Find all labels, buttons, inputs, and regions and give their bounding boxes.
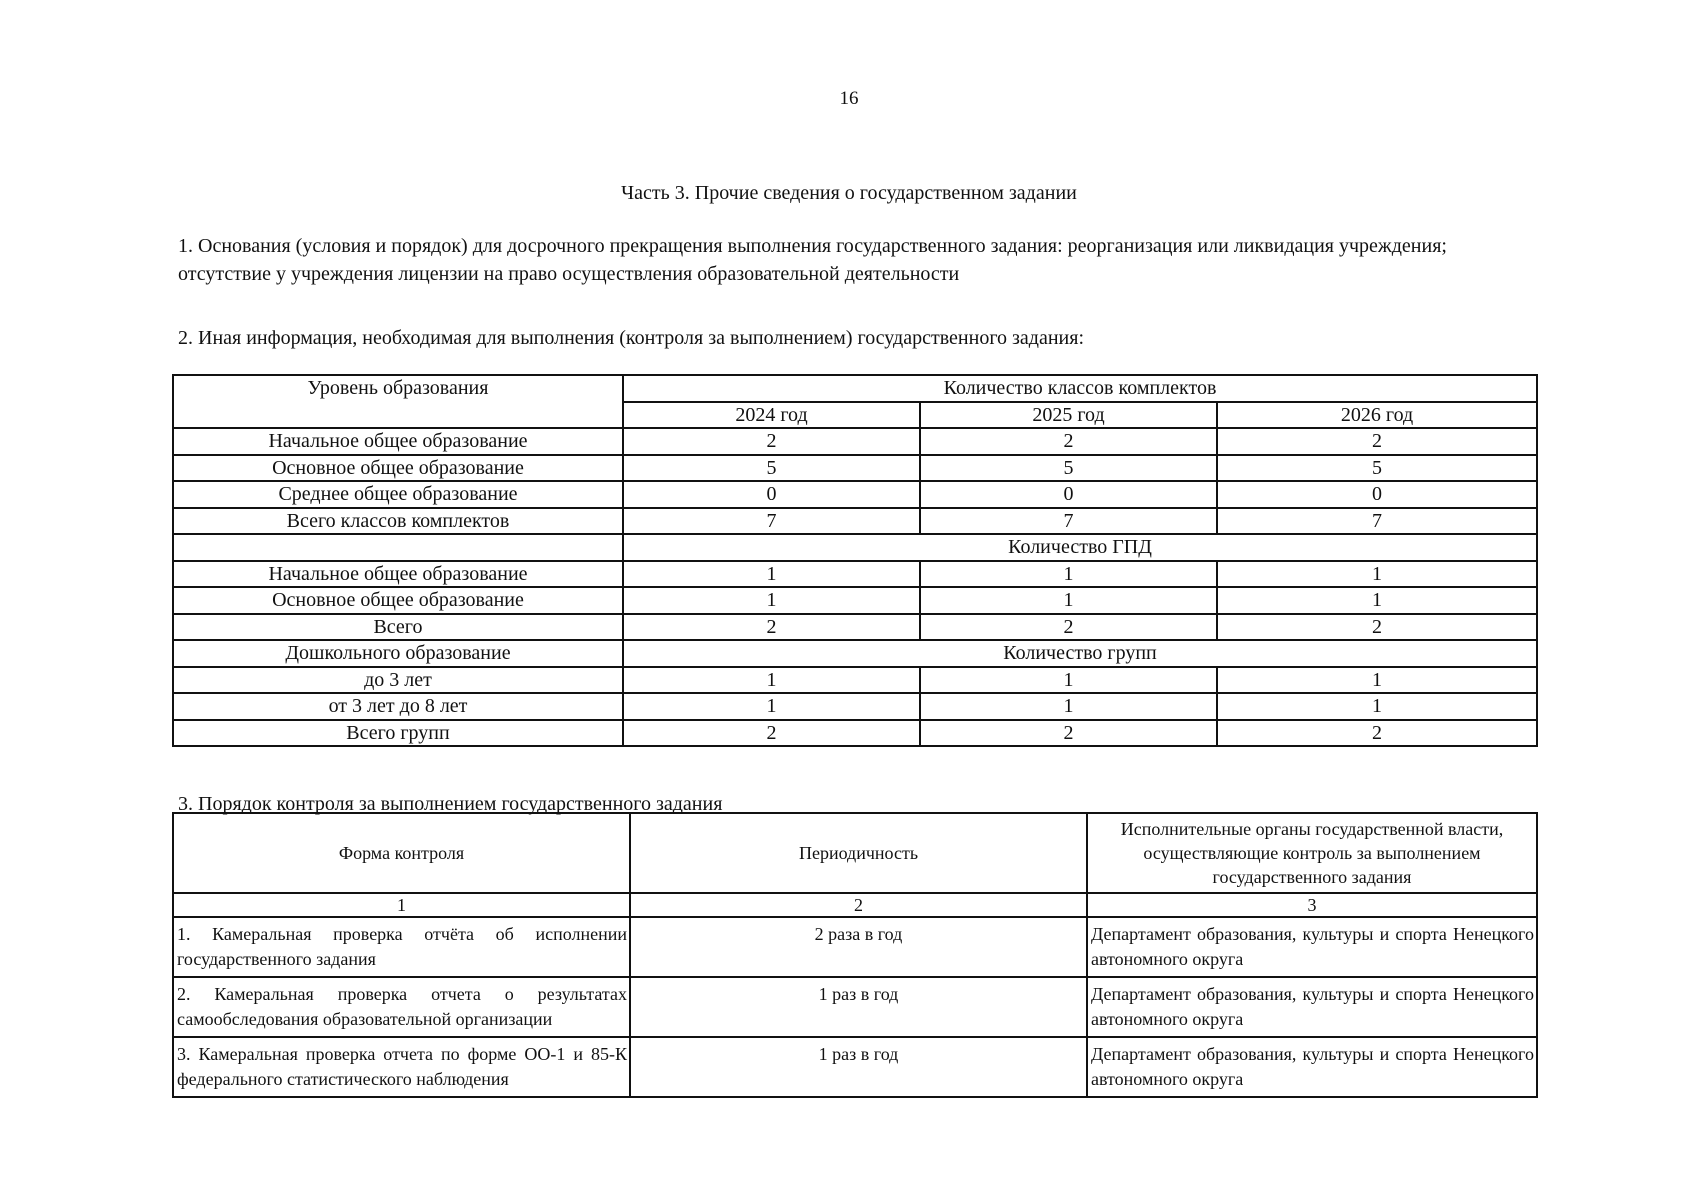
control-authority: Департамент образования, культуры и спорта Ненецкого автономного округа [1087,1037,1537,1097]
value-cell: 7 [920,508,1217,535]
control-authority: Департамент образования, культуры и спорта Ненецкого автономного округа [1087,977,1537,1037]
table-row [173,667,1537,694]
value-cell: 5 [1217,455,1537,482]
value-cell: 0 [920,481,1217,508]
value-cell: 1 [920,667,1217,694]
control-period: 1 раз в год [630,1037,1087,1097]
table-row [173,1037,1537,1097]
section2-heading: 2. Иная информация, необходимая для выполнения (контроля за выполнением) государственного задания: [178,327,1085,349]
value-cell: 2 [623,428,920,455]
value-cell: 1 [920,587,1217,614]
header-level: Уровень образования [173,375,623,428]
value-cell: 1 [920,693,1217,720]
table-row [173,614,1537,641]
table-header-row [173,375,1537,402]
table-row [173,508,1537,535]
class-count-table [172,374,1538,747]
row-label: Основное общее образование [173,455,623,482]
header-authority: Исполнительные органы государственной власти, осуществляющие контроль за выполнением государственного задания [1087,813,1537,893]
preschool-label: Дошкольного образование [173,640,623,667]
header-period: Периодичность [630,813,1087,893]
table-header-row [173,813,1537,893]
table-row [173,977,1537,1037]
value-cell: 5 [623,455,920,482]
empty-cell [173,534,623,561]
control-form: 1. Камеральная проверка отчёта об исполнении государственного задания [173,917,630,977]
groups-header: Количество групп [623,640,1537,667]
row-label: Среднее общее образование [173,481,623,508]
value-cell: 1 [1217,693,1537,720]
control-period: 1 раз в год [630,977,1087,1037]
row-label: Всего [173,614,623,641]
part-title: Часть 3. Прочие сведения о государственном задании [621,182,1077,204]
value-cell: 2 [623,720,920,747]
row-label: Всего групп [173,720,623,747]
table-subheader-row [173,640,1537,667]
value-cell: 0 [623,481,920,508]
control-table [172,812,1538,1098]
table-row [173,561,1537,588]
value-cell: 1 [920,561,1217,588]
control-form: 2. Камеральная проверка отчета о результатах самообследования образовательной организации [173,977,630,1037]
year-cell: 2024 год [623,402,920,429]
table-subheader-row [173,534,1537,561]
table-row [173,917,1537,977]
value-cell: 2 [1217,720,1537,747]
table-row [173,428,1537,455]
table-row [173,455,1537,482]
value-cell: 2 [1217,428,1537,455]
section1-text: 1. Основания (условия и порядок) для досрочного прекращения выполнения государственного задания: реорганизация или ликвидация учреждения; отсутствие у учреждения лицензии на право осуществления образовательной деятельности [178,235,1447,285]
value-cell: 7 [1217,508,1537,535]
column-numbers-row [173,893,1537,917]
table-row [173,693,1537,720]
row-label: Основное общее образование [173,587,623,614]
value-cell: 1 [623,693,920,720]
value-cell: 1 [1217,587,1537,614]
control-form: 3. Камеральная проверка отчета по форме ОО-1 и 85-К федерального статистического наблюдения [173,1037,630,1097]
table-row [173,587,1537,614]
column-number: 2 [630,893,1087,917]
value-cell: 5 [920,455,1217,482]
value-cell: 2 [920,720,1217,747]
value-cell: 1 [623,667,920,694]
value-cell: 2 [1217,614,1537,641]
table-row [173,720,1537,747]
value-cell: 1 [1217,561,1537,588]
value-cell: 0 [1217,481,1537,508]
row-label: Начальное общее образование [173,428,623,455]
value-cell: 1 [623,587,920,614]
header-form: Форма контроля [173,813,630,893]
year-cell: 2026 год [1217,402,1537,429]
row-label: Всего классов комплектов [173,508,623,535]
value-cell: 2 [623,614,920,641]
year-cell: 2025 год [920,402,1217,429]
control-authority: Департамент образования, культуры и спорта Ненецкого автономного округа [1087,917,1537,977]
column-number: 1 [173,893,630,917]
row-label: до 3 лет [173,667,623,694]
value-cell: 2 [920,428,1217,455]
header-classes: Количество классов комплектов [623,375,1537,402]
control-period: 2 раза в год [630,917,1087,977]
gpd-header: Количество ГПД [623,534,1537,561]
value-cell: 2 [920,614,1217,641]
value-cell: 7 [623,508,920,535]
value-cell: 1 [623,561,920,588]
row-label: от 3 лет до 8 лет [173,693,623,720]
column-number: 3 [1087,893,1537,917]
table-row [173,481,1537,508]
page-number: 16 [839,88,859,109]
section3-heading: 3. Порядок контроля за выполнением государственного задания [178,793,723,815]
value-cell: 1 [1217,667,1537,694]
row-label: Начальное общее образование [173,561,623,588]
